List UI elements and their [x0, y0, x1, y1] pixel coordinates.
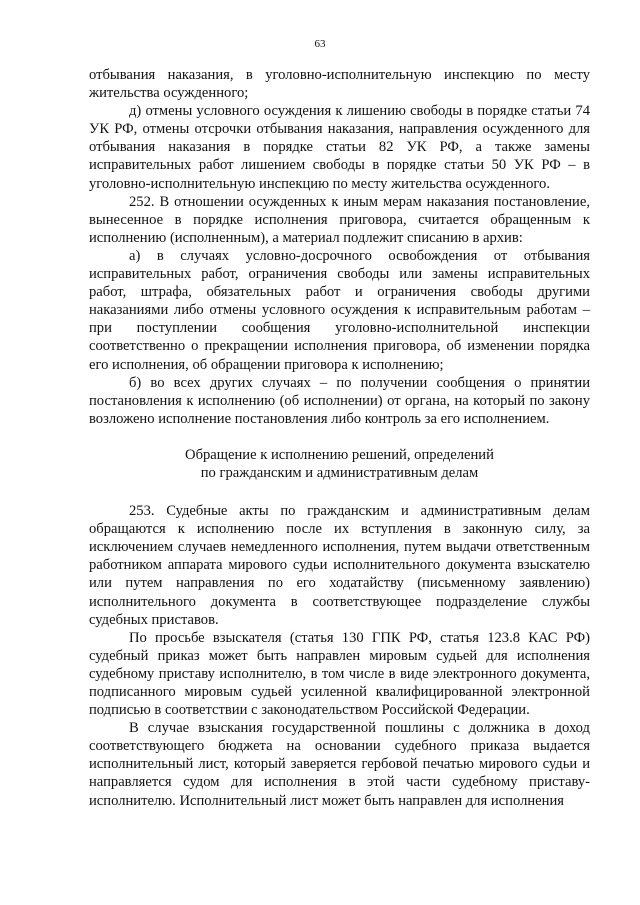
paragraph: 252. В отношении осужденных к иным мерам наказания постановление, вынесенное в порядке исполнения приговора, считается обращенным к исполнению (исполненным), а материал подлежит списанию в архив:	[89, 193, 590, 246]
document-body	[89, 66, 590, 810]
paragraph: б) во всех других случаях – по получении сообщения о принятии постановления к исполнению (об исполнении) от органа, на который по закону возложено исполнение постановления либо контроль за его исполнением.	[89, 374, 590, 427]
paragraphs-bottom-section	[89, 502, 590, 810]
paragraph: 253. Судебные акты по гражданским и административным делам обращаются к исполнению после их вступления в законную силу, за исключением случаев немедленного исполнения, путем выдачи ответственным работником аппарата мирового судьи исполнительного документа взыскателю или путем направления по его ходатайству (письменному заявлению) исполнительного документа в соответствующее подразделение службы судебных приставов.	[89, 503, 590, 628]
section-heading	[89, 446, 590, 482]
paragraph: а) в случаях условно-досрочного освобождения от отбывания исправительных работ, ограничения свободы или замены исправительных работ, штрафа, обязательных работ и ограничения свободы другими наказаниями либо отмены условного осуждения к исправительным работам – при поступлении сообщения уголовно-исполнительной инспекции соответственно о прекращении исполнения приговора, об изменении порядка его исполнения, об обращении приговора к исполнению;	[89, 247, 590, 373]
section-heading-line: по гражданским и административным делам	[200, 464, 479, 481]
paragraph: По просьбе взыскателя (статья 130 ГПК РФ, статья 123.8 КАС РФ) судебный приказ может быть направлен мировым судьей для исполнения судебному приставу исполнителю, в том числе в виде электронного документа, подписанного мировым судьей усиленной квалифицированной электронной подписью в соответствии с законодательством Российской Федерации.	[89, 629, 590, 719]
paragraphs-top-section	[89, 66, 590, 428]
page-number: 63	[314, 38, 326, 50]
section-heading-line: Обращение к исполнению решений, определений	[185, 446, 494, 463]
paragraph: отбывания наказания, в уголовно-исполнительную инспекцию по месту жительства осужденного;	[89, 67, 590, 102]
paragraph: В случае взыскания государственной пошлины с должника в доход соответствующего бюджета на основании судебного приказа выдается исполнительный лист, который заверяется гербовой печатью мирового судьи и направляется судом для исполнения в этой части судебному приставу-исполнителю. Исполнительный лист может быть направлен для исполнения	[89, 720, 590, 809]
paragraph: д) отмены условного осуждения к лишению свободы в порядке статьи 74 УК РФ, отмены отсрочки отбывания наказания, направления осужденного для отбывания наказания в порядке статьи 82 УК РФ, а также замены исправительных работ лишением свободы в порядке статьи 50 УК РФ – в уголовно-исполнительную инспекцию по месту жительства осужденного.	[89, 103, 590, 192]
